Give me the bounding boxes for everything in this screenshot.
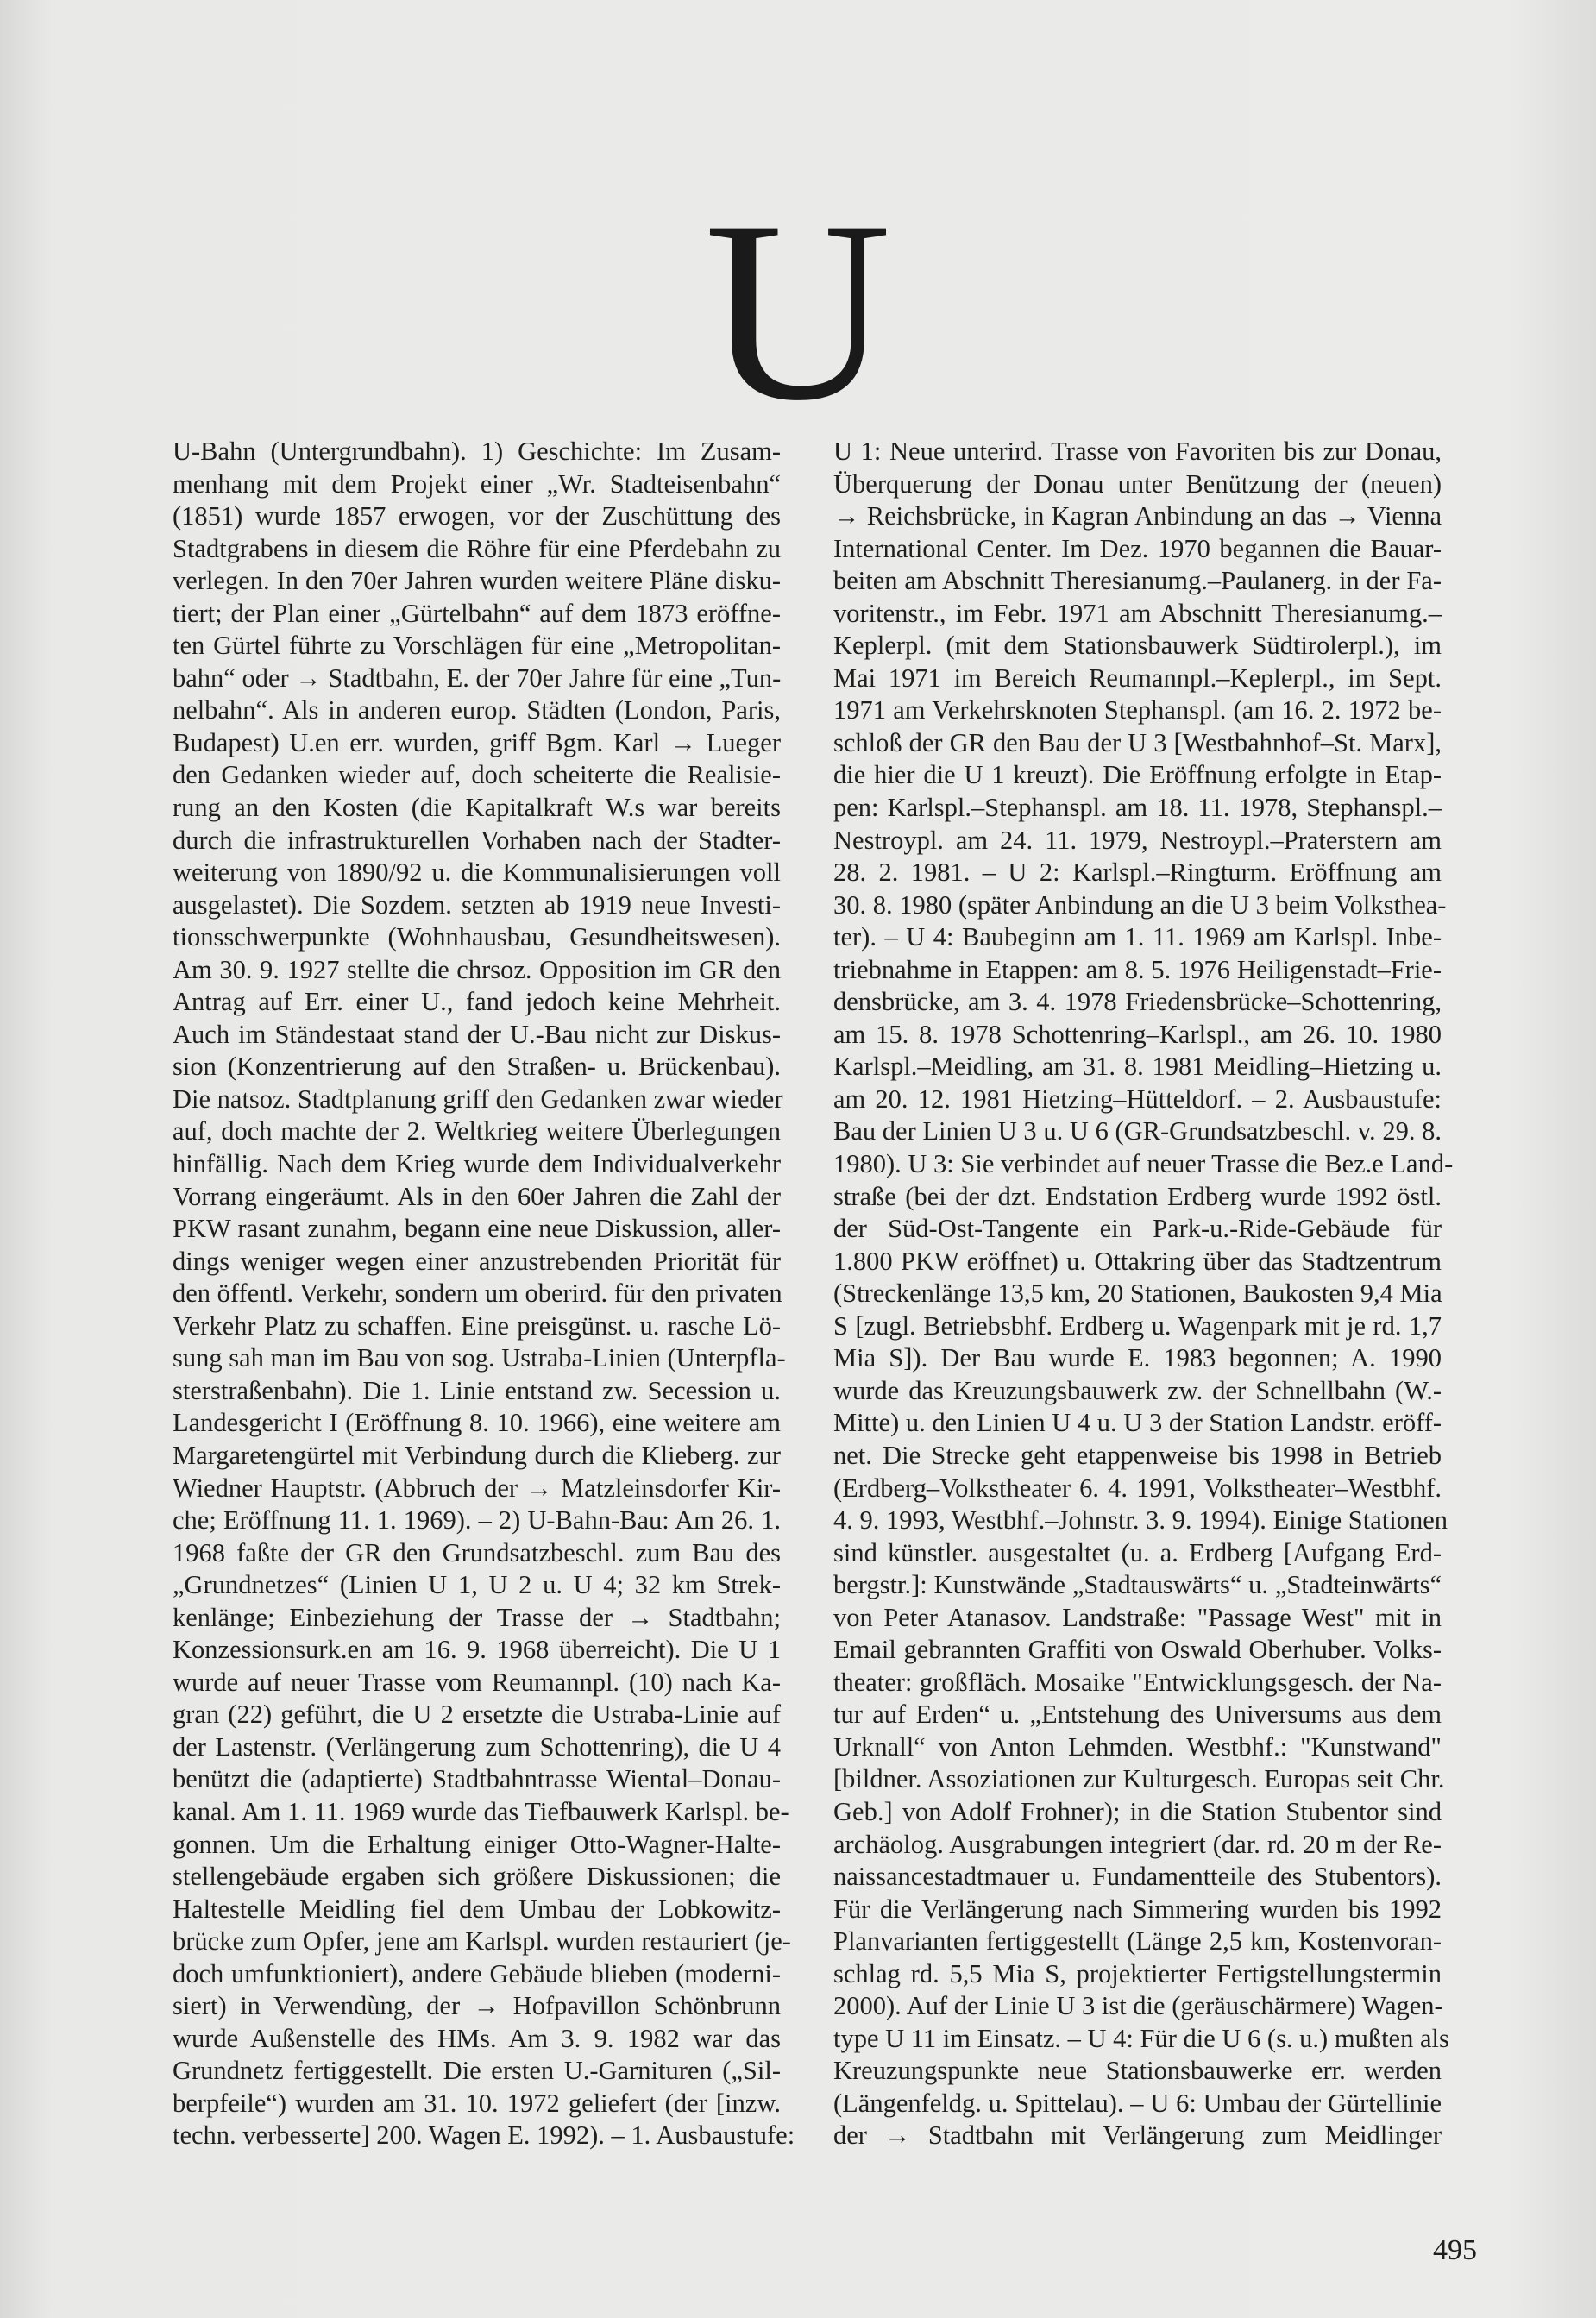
- text-line: Vorrang eingeräumt. Als in den 60er Jahren die Zahl der: [173, 1181, 781, 1211]
- text-line: Keplerpl. (mit dem Stationsbauwerk Südtirolerpl.), im: [833, 631, 1442, 661]
- text-line: wurde Außenstelle des HMs. Am 3. 9. 1982 war das: [173, 2023, 781, 2053]
- text-line: 1971 am Verkehrsknoten Stephanspl. (am 16. 2. 1972 be-: [833, 695, 1442, 726]
- text-line: ter). – U 4: Baubeginn am 1. 11. 1969 am Karlspl. Inbe-: [833, 922, 1442, 952]
- text-line: S [zugl. Betriebsbhf. Erdberg u. Wagenpark mit je rd. 1,7: [833, 1310, 1442, 1341]
- text-line: rung an den Kosten (die Kapitalkraft W.s war bereits: [173, 793, 781, 823]
- text-line: Nestroypl. am 24. 11. 1979, Nestroypl.–Praterstern am: [833, 825, 1442, 855]
- text-line: naissancestadtmauer u. Fundamentteile des Stubentors).: [833, 1862, 1442, 1892]
- text-line: (Längenfeldg. u. Spittelau). – U 6: Umbau der Gürtellinie: [833, 2088, 1442, 2118]
- text-line: doch umfunktioniert), andere Gebäude blieben (moderni-: [173, 1958, 781, 1988]
- text-line: „Grundnetzes“ (Linien U 1, U 2 u. U 4; 32 km Strek-: [173, 1570, 781, 1600]
- text-line: kenlänge; Einbeziehung der Trasse der → Stadtbahn;: [173, 1602, 781, 1632]
- text-line: Karlspl.–Meidling, am 31. 8. 1981 Meidling–Hietzing u.: [833, 1052, 1442, 1082]
- text-line: 1.800 PKW eröffnet) u. Ottakring über das Stadtzentrum: [833, 1246, 1442, 1276]
- text-line: hinfällig. Nach dem Krieg wurde dem Individualverkehr: [173, 1149, 781, 1179]
- text-line: Auch im Ständestaat stand der U.-Bau nicht zur Diskus-: [173, 1019, 781, 1049]
- text-line: von Peter Atanasov. Landstraße: "Passage West" mit in: [833, 1602, 1442, 1632]
- text-line: kanal. Am 1. 11. 1969 wurde das Tiefbauwerk Karlspl. be-: [173, 1796, 789, 1826]
- text-line: 2000). Auf der Linie U 3 ist die (geräuschärmere) Wagen-: [833, 1991, 1443, 2021]
- text-line: sung sah man im Bau von sog. Ustraba-Linien (Unterpfla-: [173, 1343, 786, 1373]
- text-line: 1980). U 3: Sie verbindet auf neuer Trasse die Bez.e Land-: [833, 1149, 1454, 1179]
- text-line: gran (22) geführt, die U 2 ersetzte die Ustraba-Linie auf: [173, 1699, 781, 1730]
- text-line: Planvarianten fertiggestellt (Länge 2,5 km, Kostenvoran-: [833, 1926, 1442, 1957]
- text-line: gonnen. Um die Erhaltung einiger Otto-Wagner-Halte-: [173, 1829, 781, 1859]
- text-line: verlegen. In den 70er Jahren wurden weitere Pläne disku-: [173, 566, 781, 596]
- text-line: Mia S]). Der Bau wurde E. 1983 begonnen; A. 1990: [833, 1343, 1442, 1373]
- text-line: Konzessionsurk.en am 16. 9. 1968 überreicht). Die U 1: [173, 1635, 781, 1665]
- text-line: die hier die U 1 kreuzt). Die Eröffnung erfolgte in Etap-: [833, 760, 1442, 790]
- text-line: durch die infrastrukturellen Vorhaben nach der Stadter-: [173, 825, 781, 855]
- text-line: densbrücke, am 3. 4. 1978 Friedensbrücke–Schottenring,: [833, 987, 1442, 1017]
- section-letter: U: [704, 167, 892, 454]
- text-line: der Lastenstr. (Verlängerung zum Schottenring), die U 4: [173, 1731, 781, 1762]
- text-line: Kreuzungspunkte neue Stationsbauwerke err. werden: [833, 2056, 1442, 2086]
- text-line: Urknall“ von Anton Lehmden. Westbhf.: "Kunstwand": [833, 1731, 1442, 1762]
- text-line: weiterung von 1890/92 u. die Kommunalisierungen voll: [173, 857, 781, 888]
- text-line: den öffentl. Verkehr, sondern um oberird. für den privaten: [173, 1278, 782, 1309]
- text-line: Die natsoz. Stadtplanung griff den Gedanken zwar wieder: [173, 1084, 783, 1114]
- text-line: [bildner. Assoziationen zur Kulturgesch. Europas seit Chr.: [833, 1764, 1445, 1794]
- text-line: 1968 faßte der GR den Grundsatzbeschl. zum Bau des: [173, 1537, 781, 1567]
- text-line: Antrag auf Err. einer U., fand jedoch keine Mehrheit.: [173, 987, 781, 1017]
- text-line: tur auf Erden“ u. „Entstehung des Universums aus dem: [833, 1699, 1442, 1730]
- text-line: bergstr.]: Kunstwände „Stadtauswärts“ u. „Stadteinwärts“: [833, 1570, 1442, 1600]
- text-line: net. Die Strecke geht etappenweise bis 1998 in Betrieb: [833, 1440, 1442, 1470]
- text-line: am 20. 12. 1981 Hietzing–Hütteldorf. – 2. Ausbaustufe:: [833, 1084, 1442, 1114]
- text-line: International Center. Im Dez. 1970 begannen die Bauar-: [833, 533, 1442, 563]
- text-line: tiert; der Plan einer „Gürtelbahn“ auf dem 1873 eröffne-: [173, 598, 781, 628]
- text-line: Margaretengürtel mit Verbindung durch die Klieberg. zur: [173, 1440, 781, 1470]
- text-line: (Streckenlänge 13,5 km, 20 Stationen, Baukosten 9,4 Mia: [833, 1278, 1442, 1309]
- text-line: Mai 1971 im Bereich Reumannpl.–Keplerpl., im Sept.: [833, 663, 1442, 693]
- text-line: 4. 9. 1993, Westbhf.–Johnstr. 3. 9. 1994). Einige Stationen: [833, 1505, 1448, 1536]
- text-line: Landesgericht I (Eröffnung 8. 10. 1966), eine weitere am: [173, 1408, 781, 1438]
- text-line: der → Stadtbahn mit Verlängerung zum Meidlinger: [833, 2120, 1442, 2151]
- text-line: wurde das Kreuzungsbauwerk zw. der Schnellbahn (W.-: [833, 1375, 1442, 1405]
- text-line: voritenstr., im Febr. 1971 am Abschnitt Theresianumg.–: [833, 598, 1442, 628]
- text-line: (1851) wurde 1857 erwogen, vor der Zuschüttung des: [173, 501, 781, 531]
- text-line: PKW rasant zunahm, begann eine neue Diskussion, aller-: [173, 1214, 781, 1244]
- text-line: stellengebäude ergaben sich größere Diskussionen; die: [173, 1862, 781, 1892]
- text-line: siert) in Verwendùng, der → Hofpavillon Schönbrunn: [173, 1991, 781, 2021]
- text-line: Überquerung der Donau unter Benützung der (neuen): [833, 468, 1442, 499]
- text-line: Budapest) U.en err. wurden, griff Bgm. Karl → Lueger: [173, 727, 781, 757]
- text-line: che; Eröffnung 11. 1. 1969). – 2) U-Bahn-Bau: Am 26. 1.: [173, 1505, 781, 1536]
- text-line: U-Bahn (Untergrundbahn). 1) Geschichte: Im Zusam-: [173, 437, 781, 466]
- text-line: → Reichsbrücke, in Kagran Anbindung an das → Vienna: [833, 501, 1442, 531]
- text-line: brücke zum Opfer, jene am Karlspl. wurden restauriert (je-: [173, 1926, 791, 1957]
- text-line: Haltestelle Meidling fiel dem Umbau der Lobkowitz-: [173, 1894, 781, 1924]
- text-line: type U 11 im Einsatz. – U 4: Für die U 6 (s. u.) mußten als: [833, 2023, 1449, 2053]
- text-line: Am 30. 9. 1927 stellte die chrsoz. Opposition im GR den: [173, 954, 781, 984]
- text-line: am 15. 8. 1978 Schottenring–Karlspl., am 26. 10. 1980: [833, 1019, 1442, 1049]
- text-line: Für die Verlängerung nach Simmering wurden bis 1992: [833, 1894, 1442, 1924]
- text-line: dings weniger wegen einer anzustrebenden Priorität für: [173, 1246, 781, 1276]
- right-column: [833, 436, 1454, 2152]
- text-line: straße (bei der dzt. Endstation Erdberg wurde 1992 östl.: [833, 1181, 1442, 1211]
- text-line: (Erdberg–Volkstheater 6. 4. 1991, Volkstheater–Westbhf.: [833, 1473, 1442, 1503]
- text-line: sterstraßenbahn). Die 1. Linie entstand zw. Secession u.: [173, 1375, 781, 1405]
- text-line: archäolog. Ausgrabungen integriert (dar. rd. 20 m der Re-: [833, 1829, 1442, 1859]
- text-line: wurde auf neuer Trasse vom Reumannpl. (10) nach Ka-: [173, 1667, 781, 1697]
- text-line: schlag rd. 5,5 Mia S, projektierter Fertigstellungstermin: [833, 1958, 1442, 1988]
- text-line: triebnahme in Etappen: am 8. 5. 1976 Heiligenstadt–Frie-: [833, 954, 1442, 984]
- text-line: techn. verbesserte] 200. Wagen E. 1992). – 1. Ausbaustufe:: [173, 2120, 795, 2151]
- text-line: bahn“ oder → Stadtbahn, E. der 70er Jahre für eine „Tun-: [173, 663, 782, 693]
- text-line: Stadtgrabens in diesem die Röhre für eine Pferdebahn zu: [173, 533, 781, 563]
- text-line: Grundnetz fertiggestellt. Die ersten U.-Garnituren („Sil-: [173, 2056, 781, 2086]
- text-line: menhang mit dem Projekt einer „Wr. Stadteisenbahn“: [173, 468, 781, 499]
- text-line: der Süd-Ost-Tangente ein Park-u.-Ride-Gebäude für: [833, 1214, 1442, 1244]
- text-line: U 1: Neue unterird. Trasse von Favoriten bis zur Donau,: [833, 437, 1442, 466]
- text-line: beiten am Abschnitt Theresianumg.–Paulanerg. in der Fa-: [833, 566, 1442, 596]
- text-line: Email gebrannten Graffiti von Oswald Oberhuber. Volks-: [833, 1635, 1442, 1665]
- text-line: auf, doch machte der 2. Weltkrieg weitere Überlegungen: [173, 1116, 781, 1146]
- text-line: Mitte) u. den Linien U 4 u. U 3 der Station Landstr. eröff-: [833, 1408, 1442, 1438]
- text-line: 30. 8. 1980 (später Anbindung an die U 3 beim Volksthea-: [833, 889, 1447, 920]
- text-line: Verkehr Platz zu schaffen. Eine preisgünst. u. rasche Lö-: [173, 1310, 781, 1341]
- text-line: Bau der Linien U 3 u. U 6 (GR-Grundsatzbeschl. v. 29. 8.: [833, 1116, 1442, 1146]
- text-line: sind künstler. ausgestaltet (u. a. Erdberg [Aufgang Erd-: [833, 1537, 1442, 1567]
- text-line: pen: Karlspl.–Stephanspl. am 18. 11. 1978, Stephanspl.–: [833, 793, 1442, 823]
- text-line: 28. 2. 1981. – U 2: Karlspl.–Ringturm. Eröffnung am: [833, 857, 1442, 888]
- text-line: nelbahn“. Als in anderen europ. Städten (London, Paris,: [173, 695, 781, 726]
- text-line: ten Gürtel führte zu Vorschlägen für eine „Metropolitan-: [173, 631, 781, 661]
- text-line: tionsschwerpunkte (Wohnhausbau, Gesundheitswesen).: [173, 922, 781, 952]
- text-line: Wiedner Hauptstr. (Abbruch der → Matzleinsdorfer Kir-: [173, 1473, 781, 1503]
- text-line: benützt die (adaptierte) Stadtbahntrasse Wiental–Donau-: [173, 1764, 781, 1794]
- text-line: Geb.] von Adolf Frohner); in die Station Stubentor sind: [833, 1796, 1442, 1826]
- text-line: den Gedanken wieder auf, doch scheiterte die Realisie-: [173, 760, 781, 790]
- text-line: schloß der GR den Bau der U 3 [Westbahnhof–St. Marx],: [833, 727, 1442, 757]
- text-line: sion (Konzentrierung auf den Straßen- u. Brückenbau).: [173, 1052, 781, 1082]
- left-column: [173, 436, 795, 2152]
- text-line: berpfeile“) wurden am 31. 10. 1972 geliefert (der [inzw.: [173, 2088, 781, 2118]
- text-line: ausgelastet). Die Sozdem. setzten ab 1919 neue Investi-: [173, 889, 781, 920]
- text-line: theater: großfläch. Mosaike "Entwicklungsgesch. der Na-: [833, 1667, 1442, 1697]
- page-number: 495: [1433, 2234, 1477, 2266]
